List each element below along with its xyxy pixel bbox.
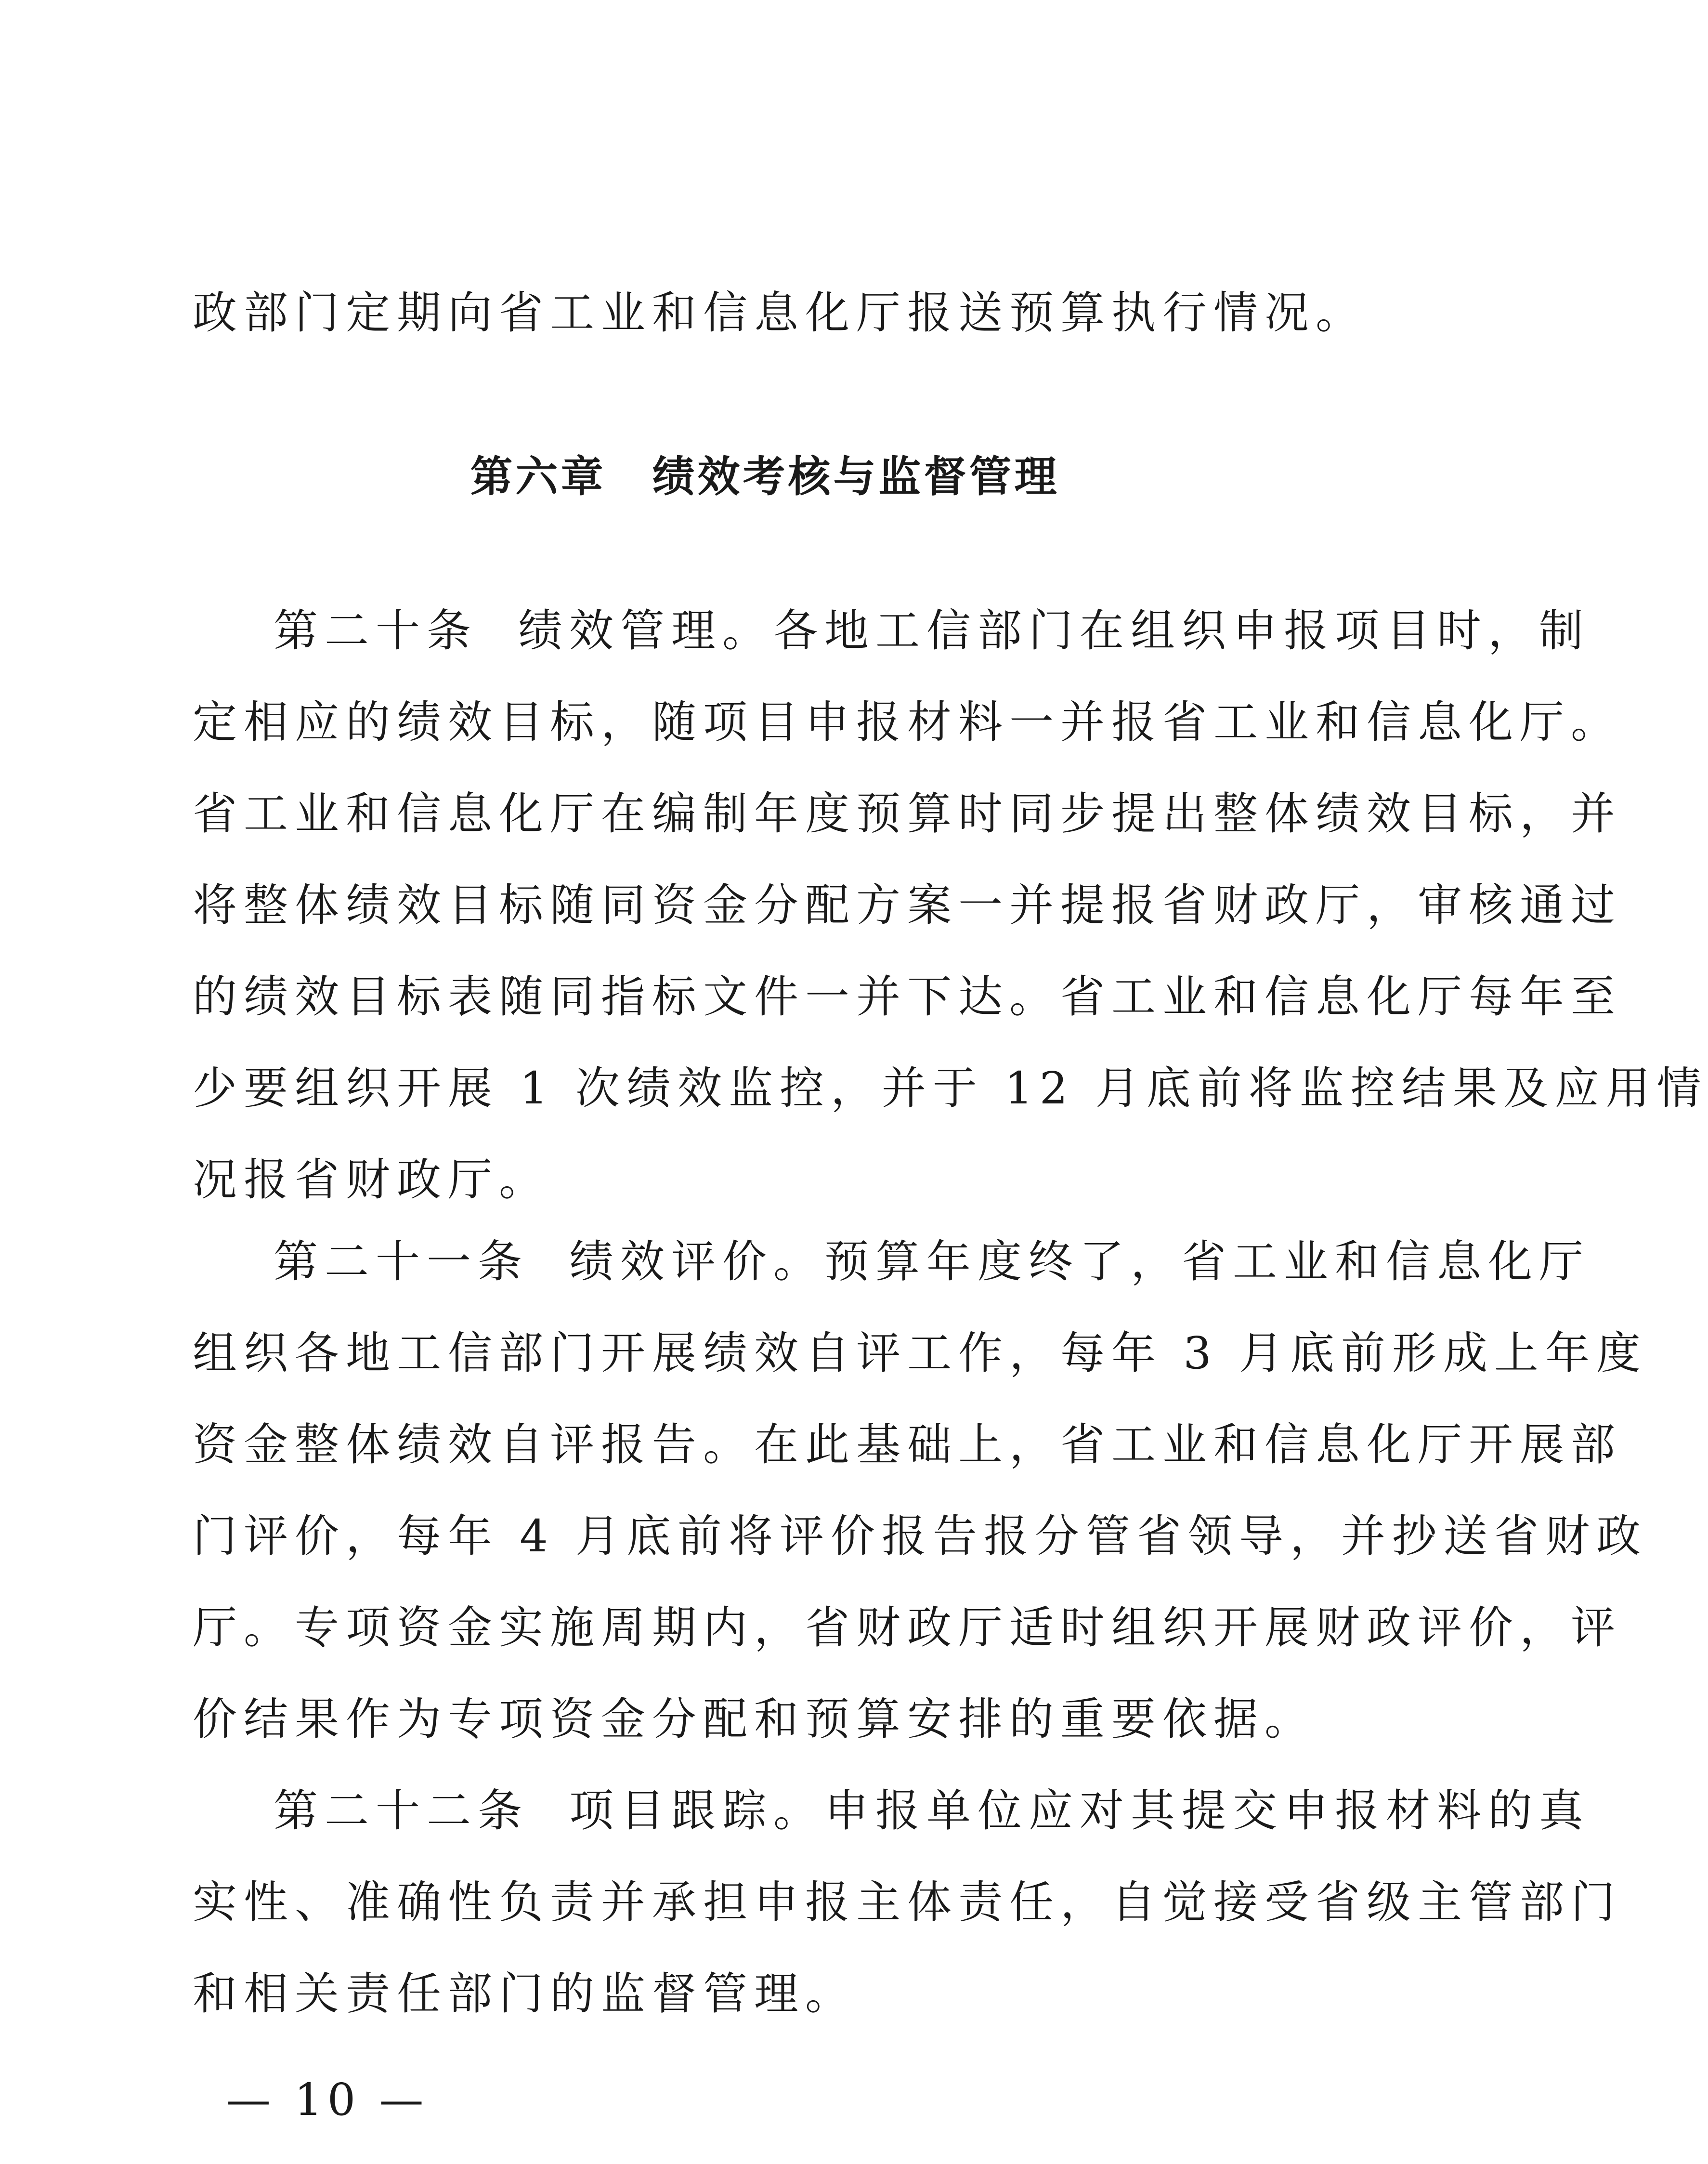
article-20-line-3: 省工业和信息化厅在编制年度预算时同步提出整体绩效目标，并 (193, 788, 1622, 839)
article-22-line-2: 实性、准确性负责并承担申报主体责任，自觉接受省级主管部门 (193, 1876, 1622, 1928)
chapter-number: 第六章 (470, 452, 606, 501)
chapter-title: 绩效考核与监督管理 (652, 452, 1060, 501)
article-20-line-1 (193, 602, 1591, 660)
article-22-text-1: 项目跟踪。申报单位应对其提交申报材料的真 (569, 1785, 1591, 1836)
opening-line: 政部门定期向省工业和信息化厅报送预算执行情况。 (193, 287, 1367, 339)
article-21-line-5: 厅。专项资金实施周期内，省财政厅适时组织开展财政评价，评 (193, 1602, 1622, 1653)
article-20-line-5: 的绩效目标表随同指标文件一并下达。省工业和信息化厅每年至 (193, 971, 1622, 1023)
article-21-line-4: 门评价，每年 4 月底前将评价报告报分管省领导，并抄送省财政 (193, 1510, 1648, 1562)
article-22-line-3: 和相关责任部门的监督管理。 (193, 1968, 857, 2020)
article-20-line-4: 将整体绩效目标随同资金分配方案一并提报省财政厅，审核通过 (193, 879, 1622, 931)
article-20-text-1: 绩效管理。各地工信部门在组织申报项目时，制 (518, 605, 1591, 656)
chapter-heading (0, 448, 1530, 506)
article-21-line-3: 资金整体绩效自评报告。在此基础上，省工业和信息化厅开展部 (193, 1419, 1622, 1470)
article-22-line-1 (193, 1782, 1591, 1840)
article-21-text-1: 绩效评价。预算年度终了，省工业和信息化厅 (569, 1236, 1591, 1287)
article-20-line-7: 况报省财政厅。 (193, 1154, 550, 1206)
page-number: — 10 — (226, 2074, 429, 2125)
article-20-label: 第二十条 (274, 605, 478, 656)
article-21-line-1 (193, 1233, 1591, 1291)
article-20-line-2: 定相应的绩效目标，随项目申报材料一并报省工业和信息化厅。 (193, 696, 1622, 748)
article-20-line-6: 少要组织开展 1 次绩效监控，并于 12 月底前将监控结果及应用情 (193, 1062, 1708, 1114)
article-21-label: 第二十一条 (274, 1236, 529, 1287)
article-22-label: 第二十二条 (274, 1785, 529, 1836)
article-21-line-2: 组织各地工信部门开展绩效自评工作，每年 3 月底前形成上年度 (193, 1327, 1648, 1379)
article-21-line-6: 价结果作为专项资金分配和预算安排的重要依据。 (193, 1693, 1316, 1745)
